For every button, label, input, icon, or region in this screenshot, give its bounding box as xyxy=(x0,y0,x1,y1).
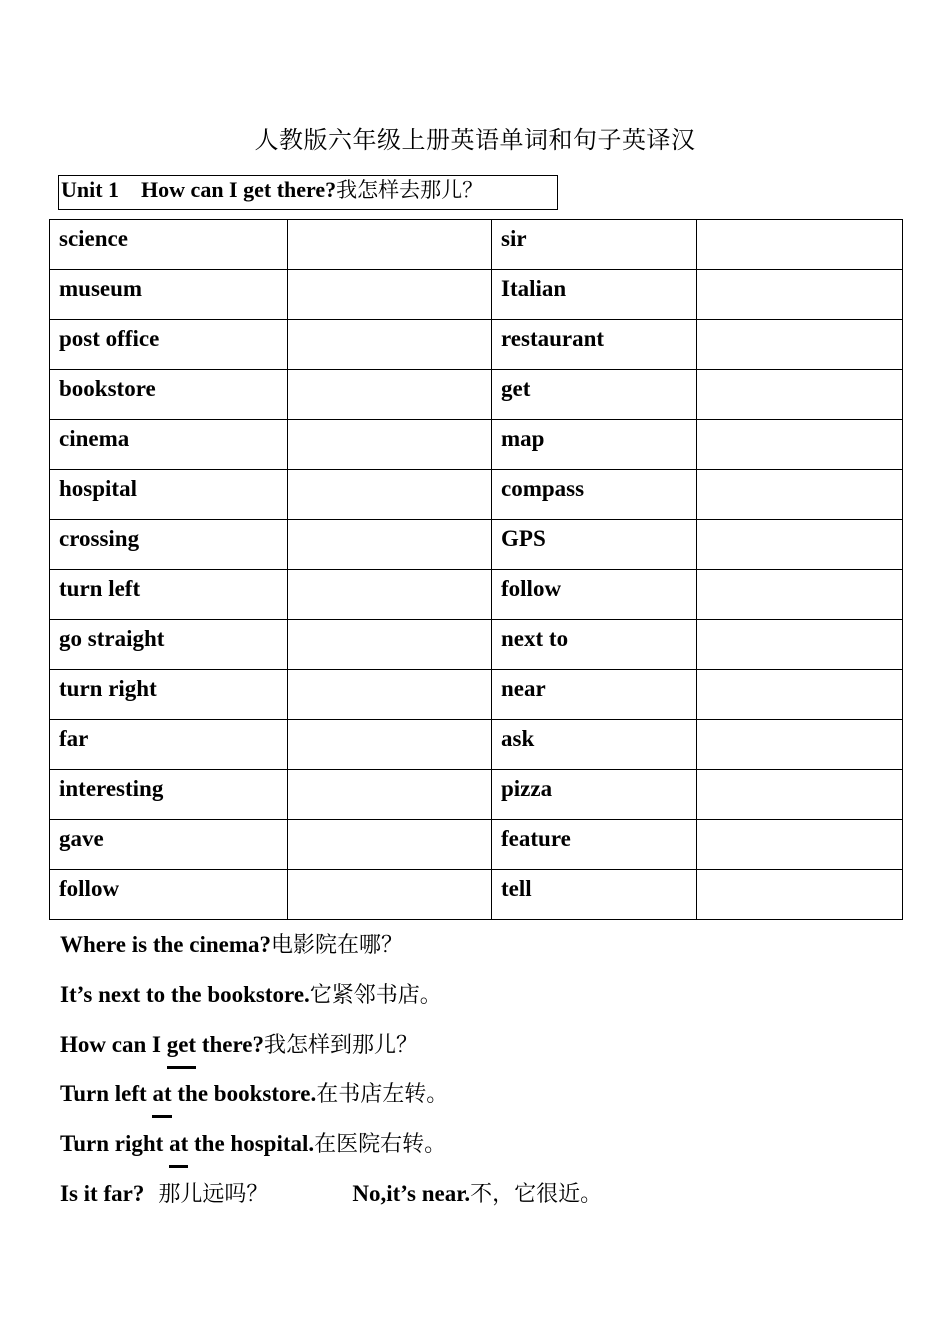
sentence-2 xyxy=(60,980,442,1011)
answer-cell[interactable] xyxy=(697,370,903,420)
vocab-word: hospital xyxy=(50,470,288,520)
sentence-cn: 电影院在哪？ xyxy=(271,933,404,958)
vocab-word: pizza xyxy=(492,770,697,820)
answer-cell[interactable] xyxy=(288,770,492,820)
sentence-cn: 那儿远吗？ xyxy=(158,1182,269,1207)
unit-heading xyxy=(58,175,558,210)
table-row xyxy=(50,220,903,270)
sentence-en xyxy=(60,1081,316,1106)
answer-cell[interactable] xyxy=(697,220,903,270)
sentence-en-part: there? xyxy=(196,1032,264,1057)
vocab-word: ask xyxy=(492,720,697,770)
table-row xyxy=(50,270,903,320)
sentence-5 xyxy=(60,1129,446,1160)
vocab-word: gave xyxy=(50,820,288,870)
vocab-word: restaurant xyxy=(492,320,697,370)
vocab-word: bookstore xyxy=(50,370,288,420)
answer-cell[interactable] xyxy=(288,720,492,770)
vocab-word: follow xyxy=(492,570,697,620)
sentence-cn: 在医院右转。 xyxy=(314,1132,447,1157)
vocab-word: GPS xyxy=(492,520,697,570)
answer-cell[interactable] xyxy=(288,620,492,670)
vocab-word: go straight xyxy=(50,620,288,670)
sentence-1 xyxy=(60,930,403,961)
sentence-cn: 它紧邻书店。 xyxy=(309,983,442,1008)
vocab-word: interesting xyxy=(50,770,288,820)
vocab-word: crossing xyxy=(50,520,288,570)
vocab-word: follow xyxy=(50,870,288,920)
sentence-cn: 在书店左转。 xyxy=(316,1082,449,1107)
answer-cell[interactable] xyxy=(288,420,492,470)
sentence-en-part: the bookstore. xyxy=(171,1081,317,1106)
underlined-word: at xyxy=(169,1129,188,1159)
vocab-word: post office xyxy=(50,320,288,370)
vocab-word: far xyxy=(50,720,288,770)
table-row xyxy=(50,420,903,470)
table-row xyxy=(50,620,903,670)
table-row xyxy=(50,870,903,920)
vocab-word: turn left xyxy=(50,570,288,620)
vocab-word: feature xyxy=(492,820,697,870)
sentence-en xyxy=(60,1032,264,1057)
answer-cell[interactable] xyxy=(288,520,492,570)
answer-cell[interactable] xyxy=(697,520,903,570)
sentence-en: Is it far? xyxy=(60,1181,145,1206)
vocab-word: near xyxy=(492,670,697,720)
sentence-en: Where is the cinema? xyxy=(60,932,272,957)
sentence-4 xyxy=(60,1079,448,1110)
answer-cell[interactable] xyxy=(697,820,903,870)
answer-cell[interactable] xyxy=(697,270,903,320)
answer-cell[interactable] xyxy=(697,420,903,470)
table-row xyxy=(50,320,903,370)
answer-cell[interactable] xyxy=(288,670,492,720)
table-row xyxy=(50,370,903,420)
underlined-word: get xyxy=(167,1030,196,1060)
vocab-word: turn right xyxy=(50,670,288,720)
sentence-cn-answer: 不，它很近。 xyxy=(470,1182,603,1207)
unit-heading-cn: 我怎样去那儿？ xyxy=(336,178,484,202)
answer-cell[interactable] xyxy=(697,320,903,370)
vocab-word: science xyxy=(50,220,288,270)
sentence-3 xyxy=(60,1030,418,1061)
vocab-word: get xyxy=(492,370,697,420)
answer-cell[interactable] xyxy=(288,570,492,620)
sentence-en: It’s next to the bookstore. xyxy=(60,982,310,1007)
answer-cell[interactable] xyxy=(288,470,492,520)
answer-cell[interactable] xyxy=(288,270,492,320)
vocab-word: map xyxy=(492,420,697,470)
table-row xyxy=(50,520,903,570)
sentence-en xyxy=(60,1131,314,1156)
page-title: 人教版六年级上册英语单词和句子英译汉 xyxy=(254,126,696,154)
sentence-en-part: the hospital. xyxy=(188,1131,315,1156)
table-row xyxy=(50,470,903,520)
sentence-en-part: How can I xyxy=(60,1032,167,1057)
sentence-6 xyxy=(60,1179,602,1210)
answer-cell[interactable] xyxy=(697,570,903,620)
vocab-word: cinema xyxy=(50,420,288,470)
table-row xyxy=(50,670,903,720)
vocab-word: Italian xyxy=(492,270,697,320)
underlined-word: at xyxy=(152,1079,171,1109)
vocab-word: museum xyxy=(50,270,288,320)
sentence-en-part: Turn right xyxy=(60,1131,170,1156)
answer-cell[interactable] xyxy=(288,320,492,370)
vocab-word: compass xyxy=(492,470,697,520)
answer-cell[interactable] xyxy=(697,870,903,920)
table-row xyxy=(50,770,903,820)
answer-cell[interactable] xyxy=(697,720,903,770)
answer-cell[interactable] xyxy=(288,820,492,870)
unit-heading-en: Unit 1 How can I get there? xyxy=(61,177,337,202)
answer-cell[interactable] xyxy=(697,770,903,820)
vocab-word: tell xyxy=(492,870,697,920)
table-row xyxy=(50,570,903,620)
vocab-word: next to xyxy=(492,620,697,670)
sentence-cn: 我怎样到那儿？ xyxy=(264,1033,419,1058)
vocab-word: sir xyxy=(492,220,697,270)
answer-cell[interactable] xyxy=(288,220,492,270)
answer-cell[interactable] xyxy=(288,870,492,920)
sentence-en-answer: No,it’s near. xyxy=(352,1181,471,1206)
answer-cell[interactable] xyxy=(288,370,492,420)
vocabulary-table xyxy=(49,219,903,920)
answer-cell[interactable] xyxy=(697,470,903,520)
table-row xyxy=(50,820,903,870)
answer-cell[interactable] xyxy=(697,670,903,720)
sentence-en-part: Turn left xyxy=(60,1081,153,1106)
table-row xyxy=(50,720,903,770)
answer-cell[interactable] xyxy=(697,620,903,670)
